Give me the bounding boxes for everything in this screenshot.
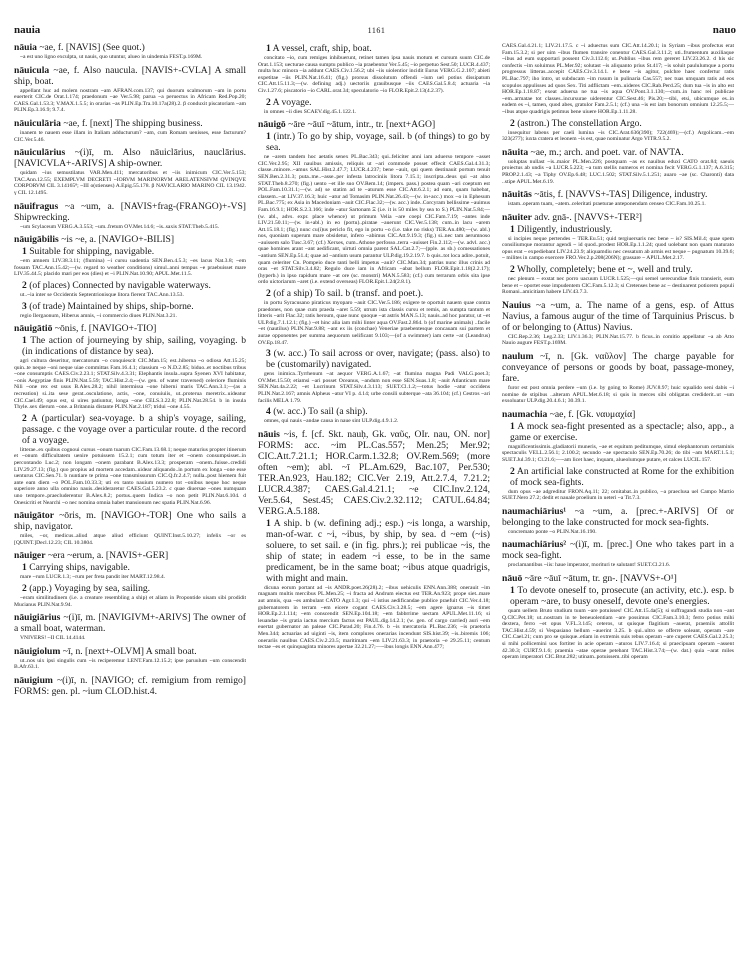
grammar-info: ~(i)ī, n. [NAVIGO; cf. remigium from remigo] FORMS: gen. pl. ~ium CLOD.hist.4.: [14, 674, 246, 697]
dictionary-entry: [502, 189, 734, 208]
headword: nāuiculārius: [14, 147, 66, 159]
dictionary-entry: [258, 119, 490, 425]
entry-heading: [14, 42, 246, 53]
sense-definition: (app.) Voyaging by sea, sailing.: [29, 582, 151, 594]
entry-heading: [502, 212, 734, 223]
grammar-info: ~(i)ī, m. [NAVIGIVM+-ARIVS] The owner of a small boat, waterman.: [14, 612, 246, 635]
sense: [258, 348, 490, 370]
sense: [258, 406, 490, 417]
dictionary-entry: [502, 539, 734, 569]
headword: nāuitās: [502, 189, 532, 201]
sense: [258, 131, 490, 153]
sense-quotation: regio Ilergaonum, Hiberus amnis, ~i commercio diues PLIN.Nat.3.21.: [20, 312, 177, 319]
sense-number: 2: [510, 264, 515, 276]
sense-quotation: ~eram similitudinem (i.e. a creature resembling a ship) et aliam in Propontide uisam sibi prodidit Mucianus PLIN.Nat.9.94.: [14, 594, 246, 608]
entry-heading: [502, 539, 734, 561]
running-header: [14, 24, 736, 38]
sense-definition: An artificial lake constructed at Rome for the exhibition of mock sea-fights.: [510, 465, 734, 488]
dictionary-entry: [14, 675, 246, 697]
sense-quotation: nec plenum ~ exstat nec porro uacuum LUCR.1.525;—qui semel uerecundiae finis transierit, eum bene et ~ oportet esse impudentem CIC.Fam.5.12.3; si Cretenses bene ac ~ destinarent potiorem populi Romani..amicitiam habere LIV.43.7.3.: [502, 276, 734, 296]
grammar-info: ~āre ~āuī ~ātum, intr., tr. [next+AGO]: [288, 119, 436, 131]
sense-quotation: in omnes ~ii dies SCAEV.dig.45.1.122.1.: [264, 108, 357, 115]
quotation: ~a est uno ligno exculpta, ut nauis, quo utuntur, alueo in uindemia FEST.p.169M.: [20, 54, 203, 60]
guide-word-left: nauia: [14, 24, 41, 36]
grammar-info: ~(i)ī, m. [prec.] One who takes part in a mock sea-fight.: [502, 539, 734, 562]
entry-heading: [14, 510, 246, 532]
grammar-info: ~ae, f. [Gk. ναυμαχία]: [549, 408, 636, 420]
sense-definition: (w. acc.) To sail (a ship).: [273, 406, 368, 418]
quotation: concremato ponte ~o PLIN.Nat.16.190.: [508, 528, 597, 535]
entry-heading: [14, 646, 246, 657]
entry-heading: [14, 550, 246, 561]
entry-heading: [14, 201, 246, 223]
dictionary-entry: [502, 212, 734, 296]
sense-quotation: dicuna eorum portant ad ~is ANDR.poet.26(28).2; ~ibus uehiculis ENN.Ann.388; onerauit ~im magnam multis mercibus PL.Men.25; ~i fracta ad Andrum eiectus est TER.An.923; prope siet..mare aut amnis, qua ~es ambulant CATO Agr.1.3; qui ~i istius aedificandae publice praefuit CIC.Ver.4.18; gubernatorem in terram ~em eicere cogant CAES.Civ.3.28.5; ~em agere ignarus ~is timet HOR.Ep.2.1.114; ~em conscendit SEN.Ep.104.18; ~em fabbrrime uectam APUL.Met.11.16; si leuandae ~is gratia iactus mercium factus est PAUL.dig.14.2.1; (w. gen. of cargo carried) auri ~em euertat gubernator an paleae CIC.Parad.20; Fin.4.76. b ~is mercatoria PL.Bac.236; ~is praetoria Men.344; actuarias ad uiginti ~is, item complures onerarias incendunt SIS.hist.39; ~is..biremis 106; onerariis nauibus CAES.Civ.2.23.5; maritimam ~em LIV.21.63.3; in praetoria ~e 29.25.11; centum tectae ~es et quinquaginta minores apertae 32.21.27;—~ibus longis ENN.Ann.477;: [258, 584, 490, 651]
dictionary-entry: [14, 612, 246, 642]
sense-definition: Suitable for shipping, navigable.: [29, 246, 155, 258]
dictionary-entry: [502, 506, 734, 536]
quotation: furor est post omnia perdere ~um (i.e. by going to Rome) JUV.8.97; huic squalido seni dabis ~i nomine de stipibus ..alteram APUL.Met.6.18; si quis in merces sibi obligatas crediderit..ut ~um exsoluatur ULP.dig.20.4.6.1; 30.39.1.: [502, 385, 734, 405]
sense-definition: (of a ship) To sail. b (transf. and poet.).: [273, 288, 424, 300]
sense-number: 2: [266, 288, 271, 300]
grammar-info: ~a ~um, a. [NAVIS+frag-(FRANGO)+-VS] Shipwrecking.: [14, 200, 246, 223]
sense-definition: Carrying ships, navigable.: [29, 562, 130, 574]
sense: [14, 335, 246, 357]
grammar-info: ~ae, f. [next] The shipping business.: [63, 117, 203, 129]
sense-number: 1: [266, 131, 271, 143]
quotation: VNIVERS! ~II CIL 14.4144.: [20, 635, 86, 642]
entry-heading: [258, 119, 490, 130]
headword: naumachiārius²: [502, 539, 567, 551]
dictionary-entry: [14, 147, 246, 196]
grammar-info: adv. gnā-. [NAVVS+-TER²]: [534, 211, 642, 223]
grammar-info: ~āre ~āuī ~ātum, tr. gn-. [NAVVS+-O¹]: [524, 572, 677, 584]
sense: [258, 288, 490, 299]
sense-definition: A (particular) sea-voyage. b a ship's voyage, sailing, passage. c the voyage over a particular route. d the record of a voyage.: [22, 412, 246, 446]
quotation: ~um Scylaceum VERG.A.3.553; ~um..fretum OV.Met.14.6; ~is..saxis STAT.Theb.5.415.: [20, 223, 220, 230]
sense-number: 1: [510, 420, 515, 432]
quotation: istam..operam tuam, ~atem..celeritati praeturae anteponendam censeo CIC.Fam.10.25.1.: [508, 201, 706, 208]
headword: nāuigium: [14, 674, 53, 686]
sense-definition: (w. acc.) To sail across or over, navigate; (pass. also) to be (customarily) navigated.: [266, 348, 490, 371]
grammar-info: ~(i)ī, m. Also nāuiclārius, nauclārius. [NAVICVLA+-ARIVS] A ship-owner.: [14, 147, 246, 170]
sense-definition: (astron.) The constellation Argo.: [517, 117, 642, 129]
dictionary-entry: [14, 323, 246, 506]
dictionary-entry: [14, 118, 246, 143]
sense-definition: (of trade) Maintained by ships, ship-borne.: [29, 300, 194, 312]
headword: nāuō: [502, 572, 523, 584]
entry-heading: [14, 118, 246, 129]
quotation: quidam ~ius semustilatus VAR.Men.411; mercatoribus et ~iis inimicum CIC.Ver.5.153; TAC.Ann.12.55; EXEMPLVM DECRETI ~IORVM MARINORVM ARELATENSIVM QVINQVE CORPORVM CIL 3.14165⁸; ~III o(stienses) A.Epig.55.178. β NAVICLARIO MARINO CIL 13.1942. γ CIL 12.1495.: [14, 170, 246, 196]
grammar-info: ~ōris, m. [NAVIGO+-TOR] One who sails a ship, navigator.: [14, 510, 246, 533]
headword: nāuifragus: [14, 200, 59, 212]
sense-number: 1: [22, 246, 27, 258]
entry-heading: [502, 300, 734, 333]
sense-definition: To devote oneself to, prosecute (an activity, etc.). esp. b operam ~are, to busy oneself, devote one's energies.: [510, 584, 734, 607]
entry-heading: [14, 147, 246, 169]
sense-number: 3: [266, 348, 271, 360]
sense-number: 2: [22, 412, 27, 424]
dictionary-entry: [258, 429, 490, 651]
sense-number: 3: [22, 300, 27, 312]
sense-quotation: dum opus ~ae adgreditur FRON.Aq.11; 22; ornitabat..in publico, ~a praeclusa uel Campo Martio SUET.Nero 27.2; dedit et nauale proelium in ueteri ~a Tit.7.3.: [502, 488, 734, 502]
quotation: ut..nos uix ipsi singulis cum ~is reciperemur LENT.Fam.12.15.2; ipse paruulum ~um conscendit B.Afr.63.1.: [14, 657, 246, 671]
quotation: miles, ~or, medicus..aliud atque aliud efficiunt QUINT.Inst.5.10.27; infelix ~or es [QUINT.]Decl.12.23; CIL 10.3804.: [14, 533, 246, 546]
dictionary-entry: [258, 43, 490, 115]
entry-heading: [502, 409, 734, 420]
sense-number: 1: [22, 335, 27, 347]
sense-number: 2: [510, 117, 515, 129]
sense: [258, 43, 490, 54]
sense-quotation: gens inimica..Tyrrhenum ~at aequor VERG.A.1.67; ~at flumina magna Padi VALG.poet.3; OV.Met.15.50; etiamsi ~ari posset Oceanus, ~andum non esse SEN.Suas.1.8; ~auit Atlanticum mare SEN.Nat.4a.2.22; ~et Lucrinum STAT.Silv.4.3.113; SUET.Cl.1.2;—totus hodie ~atur occidens PLIN.Nat.2.167; amnis Alpheus ~atur VI p. 4.14; urbe consili subterque ~ata 36.104; (cf.) Cestros ~ari facilis MELA 1.79.: [258, 371, 490, 404]
sense-quotation: concitato ~io, cum remiges inhibuerunt, retinet tamen ipsa nauis motum et cursum suum CIC.de Orat.1.153; uecturae causa sumptu publico ~ia praebentur Ver.5.45; ~io perpetuo Sest.50; LUCR.4.437; multa huc minora ~ia addunt CAES.Civ.1.56.2; ubi ~iis uiolentior incidit Eurus VERG.G.2.107; abieti expetitae ~iis PLIN.Nat.16.41; (fig.) prorsus dissolutum offendi ~ium uel potius dissipatum CIC.Att.15.11.3;—(w. defining adj.) uectoriis grauibusque ~iis CAES.Gal.5.8.4; actuaria ~ia Civ.1.27.6; piscatorio ~io CARL.orat.34; speculatorio ~io FLOR.Epit.2.13(4.2.37).: [258, 55, 490, 94]
dictionary-entry: [502, 147, 734, 185]
grammar-info: ~ōnis, f. [NAVIGO+-TIO]: [54, 323, 157, 335]
sense-number: 1: [510, 223, 515, 235]
headword: nāuis: [258, 428, 280, 440]
headword: Nauius: [502, 299, 531, 311]
dictionary-entry: [14, 201, 246, 231]
sense-number: 2: [22, 582, 27, 594]
quotation: appellant huc ad molem nostram ~am AFRAN.com.137; qui duorum scalmorum ~am in portu euerterit CIC.de Orat.1.174; praedonum ~ae Ver.5.98; parua ~a peruectus in Africam Red.Pop.20; CAES.Gal.1.53.3; V.MAX.1.5.5; in orarias ~as PLIN.Ep.Tra.10.17a(28).2. β conduxit piscatoriam ~am PLIN.Ep.3.16.9; 9.7.4.: [14, 87, 246, 114]
dictionary-entry: [502, 351, 734, 405]
headword: nāuigātor: [14, 510, 54, 522]
sense-quotation: ne ~arem tandem hoc aetatis senex PL.Bac.343; qui..feliciter anni iam aduerso tempore ~asset CIC.Ver.2.95; XII nauibus amissis, reliquis ut ~ari commode posset effecit CAES.Gal.4.31.3; classe..minore..~amus SAL.Hist.2.47.7; LUCR.4.237; bene ~auit, qui quem destinauit portum tenuit SEN.Ben.2.31.3; puta..me..~asse..per infesta latrociniis litora 7.15.1; inscripta..deus qui ~at alno STAT.Theb.8.270; (fig.) uento ~et ille suo OV.Rem.14; (impers. pass.) postea quam ~ari coeptum est POL.Fam.10.31.1;—(w. ad) se statim ad te ~aturum esse CIC.Att.6.2.1; ad eam, quam habebat, classem..~at LIV.37.16.3; huic ~atur ad Tomasim PLIN.Nat.26.43;—(w. in+acc.) mox ~o in Ephesum PL.Bac.775; ex Asia in Macedoniam ~auit CIC.Flac.32;—(w. acc.) inde..Corcyram bellissime ~auimus Fam.16.9.1; HOR.S.2.3.166; inde ~atur Sartonam Ξ (i.e. it is 50 miles by sea to S.) PLIN.Nat.5.84;—(w. abl., advs. expr. place whence) ut primum Velia ~are coepi CIC.Fam.7.19; ~antes inde LIV.21.50.11;—(w. in+abl.) in eo (portu)..piratae ~auerunt CIC.Ver.5.138; cum..in lacu ~arem Att.15.18.1; (fig.) nunc cu(i)us periclo fit, ego in portu ~o (i.e. take no risks) TER.An.480;—(w. abl.) nos, quoniam superum mare obsidetur, infero ~abimus CIC.Att.9.19.3; (fig.) si..nec tam aerumnoso ~auissem salo Tusc.3.67; (cf.) Xerxes, cum..Athone perfosso..terra ~auisset Fin.2.112;—(w. advl. acc.) quae homines arant ~ant aedificant, uirtuti omnia parent SAL.Cat.2.7;—(pple. as sb.) comessationes ~antium SEN.Ep.51.4; quae ad ~antium usum parantur ULP.dig.19.2.19.7. b quis..tot loca adire..potuit, quam celeriter Cn. Pompeio duce tanti belli impetus ~auit? CIC.Man.34; patrias nunc illus crinis ad oras ~et STAT.Silv.3.4.82; Regulo duce iam in Africam ~abat bellum FLOR.Epit.1.18(2.2.17); (hyperb.) in ipso rapidum mare ~at ore (sc. monstri) MAN.5.583; (cf.) cum terrarum orbis sita ipse ordo uictoriarum ~aret (i.e. extend overseas) FLOR.Epit.1.24(2.8.1).: [258, 154, 490, 286]
sense-number: 1: [266, 517, 271, 529]
sense: [258, 97, 490, 108]
sense: [502, 421, 734, 443]
headword: nāuigātiō: [14, 323, 53, 335]
sense: [14, 583, 246, 594]
entry-heading: [502, 573, 734, 584]
headword: nāuicula: [14, 64, 50, 76]
sense-quotation: quam uellem Bruto studium tuum ~are potuisses! CIC.Att.15.4a(5); si suffragandi studia non ~ant Q.CIC.Pet.18; ut..nostram in te beneuolentiam ~are possimus CIC.Fam.3.10.3; ferro potius mihi dextera, ferro ~et opus V.FL.3.145; ceteros, ut quisque flagitium ~auerat, praemiis attollit TAC.Hist.4.59; si Vespasiano bellum ~auerint 3.25. b qui..ultro se offerre soleant, operam ~are CIC.Cael.21; cum pro se quisque..etiam in extremis suis rebus operam ~are cuperet CAES.Gal.2.25.3; si mihi pollicemini uos fortiter in acie operam ~aturos LIV.7.16.4; si praecipuam operam ~assent 42.30.3; CURT.9.1.6; praemia ~atae operae petebant TAC.Hist.3.74;—(w. dat.) quia ~arat miles operam imperatori CIC.Brut.282; utinam..potuissem..tibi operam: [502, 607, 734, 661]
sense-quotation: in portu Syracusano piraticus myoparo ~auit CIC.Ver.5.186; exigere te oportuit nauem quae contra praedones, non quae cum praeda ~aret 5.59; utrum ista classis cursu et remis, an sumpta tantum et litteris ~arit Flac.32; ratis heroum, quae nunc quoque ~at astris MAN.5.13; nauis..ad hoc paratur, ut ~et ULP.dig.7.1.12.1; (fig.) ~et hinc alia iam mihi linter aqua OV.Fast.2.864. b (of marine animals) ..facile ~et (nautilus) PLIN.Nat.9.88; ~ant ex iis (conchae) Veneriae praebentesque concauam sui partem et aurae opponentes per summa aequorum uelificant 9.103;—(of a swimmer) iam certe ~at (Leandrus) OV.Ep.18.47.: [258, 300, 490, 346]
headword: nāuiculāria: [14, 117, 61, 129]
entry-heading: [14, 675, 246, 697]
sense-definition: Wholly, completely; bene et ~, well and truly.: [517, 264, 693, 276]
grammar-info: ~ātis, f. [NAVVS+-TAS] Diligence, industry.: [534, 189, 708, 201]
dictionary-entry: [14, 510, 246, 546]
column-left: [14, 42, 246, 952]
grammar-info: ~ae, m.; arch. and poet. var. of NAVTA.: [530, 146, 684, 158]
entry-heading: [502, 506, 734, 528]
grammar-info: ~era ~erum, a. [NAVIS+-GER]: [47, 550, 169, 562]
sense: [14, 280, 246, 291]
grammar-info: ~ae, f. [NAVIS] (See quot.): [39, 42, 145, 53]
sense-quotation: ~em amnem LIV.38.3.11; (flumina) ~i cursu uadentia SEN.Ben.4.5.3; ~es lacus Nat.3.8; ~em fossam TAC.Ann.15.42;—(w. regard to weather conditions) simul..anni tempus ~e praebuisset mare LIV.35.44.5; placido mari per eos (dies) et ~i PLIN.Nat.10.90; APUL.Met.11.5.: [14, 258, 246, 278]
sense-quotation: omnes, qui nauis ~andae causa in naue sint ULP.dig.4.9.1.2.: [264, 418, 399, 425]
dictionary-entry: [14, 234, 246, 319]
sense: [502, 118, 734, 129]
entry-heading: [502, 351, 734, 384]
sense-definition: A voyage.: [272, 96, 312, 108]
dictionary-entry: [502, 573, 734, 661]
dictionary-entry: [502, 409, 734, 502]
sense-quotation: magnificentissimis..gladiatorii muneris, ~ae et equitum peditumque, simul elephantorum certaminis spectaculis VELL.2.56.1; 2.100.2; secundo ~ae spectaculo SEN.Ep.70.26; do tibi ~am MART.1.5.1; SUET.Jul.39.1; Cl.21.6;—~am licet haec, inquam, alueolumque putare, et calces LUCIL.157.: [502, 443, 734, 463]
sense-number: 2: [266, 96, 271, 108]
dictionary-entry: [502, 43, 734, 143]
sense-number: 1: [510, 584, 515, 596]
headword: nāuigābilis: [14, 234, 59, 246]
entry-heading: [14, 234, 246, 245]
sense-quotation: litterae..ex quibus cognoui cursus ~onum tuarum CIC.Fam.13.68.1; neque maturius propter itinerum et ~onum difficultatem uenire potuissem 15.2.1; cum totum iter et ~onem consumpsisset..in percontando Luc.2; non longam ~onem parabant B.Alex.13.3; prosperam ~onem..fuisse..credidi LIV.29.27.13; (fig.) quo propius ad mortem accedam..uidear aliquando..in portum ex longa ~one esse uenturus CIC.Sen.71. b nuntiare te prima ~one transmissurum CIC.Q.fr.2.4.7; nulla..post hiemem fuit ante eam diem ~o POL.Fam.10.33.3; uti ex tanto nauium numero tot ~onibus neque hoc neque superiore anno ulla omnino nauis..desideraretur CAES.Gal.5.23.2. c quae diuersae ~ones numquam uno tempore..praecluderentur B.Alex.8.2; portus..quem Indica ~o non petit PLIN.Nat.6.104. d Onesicriti et Nearchi ~o nec nomina omnia habet mansionum nec spatia PLIN.Nat.6.96.: [14, 446, 246, 506]
grammar-info: ~is, f. [cf. Skt. nauḥ, Gk. ναῦς, OIr. nau, ON. nor] FORMS: acc. ~im PL.Cas.557; Men.25; Mer.92; CIC.Att.7.21.1; HOR.Carm.1.32.8; OV.Rem.569; (more often ~em); abl. ~ī PL.Am.629, Bac.107, Per.530; TER.An.923, Hau.182; CIC.Ver 2.19, Att.2.7.4, 7.21.2; LUCR.4.387; CAES.Gal.4.21.1; ~e CIC.Inv.2.124, Ver.5.64, Sest.45; CAES.Civ.2.32.112; CATUL.64.84; VERG.A.5.188.: [258, 428, 490, 517]
grammar-info: ~a ~um, a. [prec.+-ARIVS] Of or belonging to the lake constructed for mock sea-fights.: [502, 505, 734, 528]
sense: [258, 518, 490, 584]
sense-definition: (intr.) To go by ship, voyage, sail. b (of things) to go by sea.: [266, 131, 490, 154]
grammar-info: ~ī, n. [next+-OLVM] A small boat.: [62, 645, 197, 657]
sense-number: 2: [22, 279, 27, 291]
entry-heading: [258, 429, 490, 517]
sense: [502, 466, 734, 488]
quotation: uoluptas nullast ~is..maior PL.Men.226; postquam ~as ex nauibus eduxi CATO orat.84; saeuis proiectus ab undis ~a LUCR.5.223; ~a tum stellis numeros et nomina fecit VERG.G.1.137; A.6.315; PROP.2.1.43; ~a Tiphy OV.Ep.6.48; LUC.1.502; STAT.Silv.5.1.251; auaro ~ae (sc. Charonti) data ..stipe APUL.Met.6.19.: [502, 158, 734, 185]
sense: [502, 585, 734, 607]
sense-definition: A ship. b (w. defining adj.; esp.) ~is longa, a warship, man-of-war. c ~i, ~ibus, by ship, by sea. d ~em (~is) soluere, to set sail. e (in fig. phrs.); rei publicae ~is, the ship of state; in eadem ~i esse, to be in the same predicament, be in the same boat; ~ibus atque quadrigis, with might and main.: [266, 517, 490, 584]
sense-number: 1: [22, 562, 27, 574]
sense-definition: A mock sea-fight presented as a spectacle; also, app., a game or exercise.: [510, 420, 734, 443]
headword: nāuiter: [502, 211, 532, 223]
entry-heading: [14, 612, 246, 634]
sense: [14, 246, 246, 257]
sense-definition: A vessel, craft, ship, boat.: [272, 43, 372, 54]
sense-quotation: mare ~rum LUCR.1.3; ~rum per freta pandit iter MART.12.98.4.: [20, 574, 166, 581]
grammar-info: ~a ~um, a. The name of a gens, esp. of Attus Navius, a famous augur of the time of Tarquinius Priscus. b of or belonging to (Attus) Navius.: [502, 299, 734, 333]
sense-definition: The action of journeying by ship, sailing, voyaging. b (in indications of distance by sea).: [22, 335, 246, 358]
headword: nāuigiārius: [14, 612, 61, 624]
column-right: [502, 42, 734, 952]
sense: [14, 562, 246, 573]
dictionary-entry: [502, 300, 734, 347]
grammar-info: ~is ~e, a. [NAVIGO+-BILIS]: [61, 234, 175, 246]
headword: nāuiger: [14, 550, 46, 562]
entry-heading: [502, 189, 734, 200]
sense-number: 4: [266, 406, 271, 418]
sense-definition: Diligently, industriously.: [517, 223, 613, 235]
grammar-info: ~ī, n. [Gk. ναῦλον] The charge payable for conveyance of persons or goods by boat, passage-money, fare.: [502, 351, 734, 385]
entry-heading: [14, 323, 246, 334]
entry-heading: [14, 65, 246, 87]
quotation: proclamantibus ~iis: haue imperator, morituri te salutant! SUET.Cl.21.6.: [508, 562, 671, 569]
quotation: CIC.Rep.2.36; Leg.2.33; LIV.1.36.3; PLIN.Nat.15.77. b ficus..in comitio appellatur ~a ab Atto Nauio augure FEST.p.169M.: [502, 333, 734, 347]
sense-quotation: agri cultura deseritur, mercatorum ~o conquiescit CIC.Man.15; est..hiberna ~o odiosa Att.15.25; quin..te neque ~oni neque uiae committas Fam.16.4.1; classium ~o N.D.2.85; biduo..et noctibus tribus ~one consumptis CAES.Civ.2.23.1; STAT.Silv.4.3.31; Elephantis insula..supra Syenen XVI habitatur, ~onis Aegyptiae finis PLIN.Nat.5.59; TAC.Hist.2.4;—(w. gen. of water traversed) celeriore fluminis Nili ~one rex est usus B.Alex.28.2; nihil intermissa ~one hiberni maris TAC.Ann.3.1;—(as a recreation) si..ita sese gerat..osculatione, actis, ~one, conuiuiis, ut..proterua meretrix..uideatur CIC.Cael.49; opus est, si uires patiuntur, longa ~one CELS.3.22.8; PLIN.Nat.28.54. b in insula Thyle..sex dierum ~one..a Britannia distante PLIN.Nat.2.187; tridui ~one 4.55.: [14, 358, 246, 411]
sense-number: 1: [266, 43, 271, 54]
sense-quotation: CAES.Gal.4.21.1; LIV.21.17.5. c ~i aduectus sum CIC.Att.14.20.1; in Syriam ~ibus profectus erat Fam.15.3.2; si per uim ~ibus flumen transire conentur CAES.Gal.3.11.2; uti..frumentum auxiliaque ~ibus ad eum supportari possent Civ.3.112.6; ut..Publius ~ibus rem gereret LIV.23.26.2. d his sic confectis ~im soluimus PL.Mer.92; solutast ~is aliquanto prius St.417; ~is soluit paululumque a portu progressus litteras..accepit CAES.Civ.3.14.1. e bene ~is agitur, pulchre haec confertur ratis PL.Bac.797; iho intro, ut subducam ~im rusum in pulinaria Cas.557; nec tuas umquam ratis ad eos scopulos appulisses ad quos Sex. Titi adflictam ~em..uideres CIC.Rab.Perd.25; dum tua ~is in alto est HOR.Ep.1.18.87; exeat aduersa ne tua ~is aqua OV.Pont.3.1.130;—cum..in hanc rei publicae ~em..armatae tot classes..incursurae uiderentur CIC.Sest.46; Pis.20;—tibi, etsi, ubicumque es..in eadem es ~i, tamen, quod abes, gratulor Fam.2.5.1; (cf.) una ~is est iam bonorum omnium 12.25.5;—~ibus atque quadrigis petimus bene uiuere HOR.Ep.1.11.28.: [502, 43, 734, 115]
headword: naumachia: [502, 408, 548, 420]
headword: nāuigō: [258, 119, 286, 131]
quotation: inanem te nauem esse illam in Italiam adducturum? ~am, cum Romam uenisses, esse facturum? CIC.Ver.5.46.: [14, 129, 246, 143]
headword: nāuigiolum: [14, 645, 61, 657]
page-number: 1161: [367, 26, 386, 35]
sense-number: 2: [510, 465, 515, 477]
sense: [502, 264, 734, 275]
sense-quotation: si incipies neque pertendes ~ TER.Eu.51; quid tergiuersaris nec bene ~ is? SIS.Mil.4; quae spem consiliumque morantur agendi ~ id quod..prodest HOR.Ep.1.1.24; quod uolebant non quam maturato opus erat ~ expediebant LIV.24.23.9; aliquamdiu nec cessatum ab armis est neque ~ pugnatum 10.39.6; ~ milites in campo exercere FRO.Ver.2.p.208(206N); grassare ~ APUL.Met.2.17.: [502, 235, 734, 262]
sense-quotation: insequitur labens per caeli lumina ~is CIC.Arat.636(390); 722(469);—(cf.) Argolicam..~em 323(277); iuxta cratera et leonem ~is est, quae nominatur Argo VITR.9.5.2.: [502, 129, 734, 143]
guide-word-right: nauo: [712, 24, 736, 36]
dictionary-entry: [14, 550, 246, 608]
dictionary-entry: [14, 65, 246, 114]
sense-definition: (of places) Connected by navigable waterways.: [29, 279, 211, 291]
column-middle: [258, 42, 490, 952]
sense: [14, 413, 246, 446]
entry-heading: [502, 147, 734, 158]
headword: naulum: [502, 351, 534, 363]
sense-quotation: ut..~ia inter se Occidentis Septentrionisque litora fierent TAC.Ann.13.53.: [20, 291, 184, 298]
dictionary-entry: [14, 42, 246, 61]
grammar-info: ~ae, f. Also naucula. [NAVIS+-CVLA] A small ship, boat.: [14, 64, 246, 87]
dictionary-columns: [14, 42, 736, 952]
sense: [502, 224, 734, 235]
dictionary-entry: [14, 646, 246, 671]
headword: nāuia: [14, 42, 37, 53]
sense: [14, 301, 246, 312]
headword: nāuita: [502, 146, 529, 158]
headword: naumachiārius¹: [502, 505, 567, 517]
